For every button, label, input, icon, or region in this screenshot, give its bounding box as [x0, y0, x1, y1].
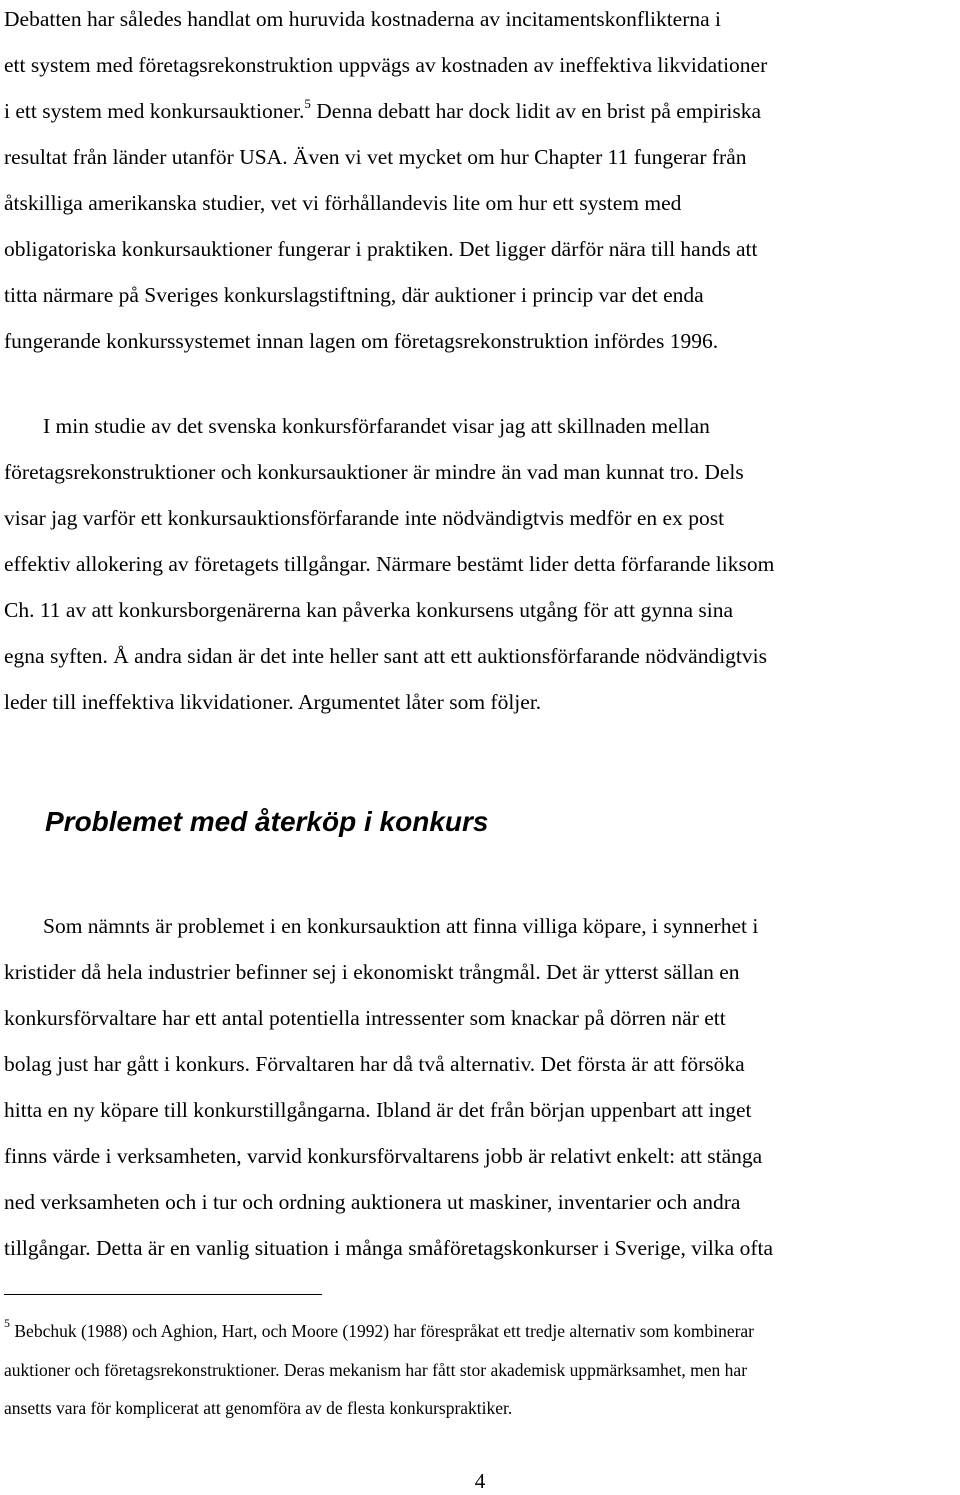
text-line: leder till ineffektiva likvidationer. Argumentet låter som följer.	[4, 690, 542, 714]
text-line: åtskilliga amerikanska studier, vet vi förhållandevis lite om hur ett system med	[4, 191, 682, 215]
text-line: tillgångar. Detta är en vanlig situation i många småföretagskonkurser i Sverige, vilka ofta	[4, 1236, 774, 1260]
paragraph-study	[4, 403, 960, 725]
text-line: kristider då hela industrier befinner sej i ekonomiskt trångmål. Det är ytterst sällan en	[4, 960, 740, 984]
footnote-separator	[4, 1294, 322, 1295]
text-line: hitta en ny köpare till konkurstillgångarna. Ibland är det från början uppenbart att inget	[4, 1098, 752, 1122]
section-heading: Problemet med återköp i konkurs	[45, 806, 489, 837]
text-line: finns värde i verksamheten, varvid konkursförvaltarens jobb är relativt enkelt: att stänga	[4, 1144, 763, 1168]
text-line: titta närmare på Sveriges konkurslagstiftning, där auktioner i princip var det enda	[4, 283, 704, 307]
text-line: Ch. 11 av att konkursborgenärerna kan påverka konkursens utgång för att gynna sina	[4, 598, 734, 622]
text-line: fungerande konkurssystemet innan lagen om företagsrekonstruktion infördes 1996.	[4, 329, 719, 353]
paragraph-debate	[4, 0, 960, 364]
footnote-reference: 5	[304, 95, 311, 111]
text-line: resultat från länder utanför USA. Även vi vet mycket om hur Chapter 11 fungerar från	[4, 145, 747, 169]
text-line: Som nämnts är problemet i en konkursauktion att finna villiga köpare, i synnerhet i	[43, 914, 759, 938]
text-line: Debatten har således handlat om huruvida kostnaderna av incitamentskonflikterna i	[4, 7, 722, 31]
text-line: obligatoriska konkursauktioner fungerar i praktiken. Det ligger därför nära till hands att	[4, 237, 758, 261]
text-line	[4, 88, 960, 134]
footnote-marker: 5	[4, 1316, 10, 1331]
text-segment: i ett system med konkursauktioner.	[4, 99, 305, 123]
text-line: företagsrekonstruktioner och konkursauktioner är mindre än vad man kunnat tro. Dels	[4, 460, 744, 484]
text-line: ned verksamheten och i tur och ordning auktionera ut maskiner, inventarier och andra	[4, 1190, 741, 1214]
text-segment: Denna debatt har dock lidit av en brist på empiriska	[310, 99, 762, 123]
footnote-line: auktioner och företagsrekonstruktioner. Deras mekanism har fått stor akademisk uppmärksamhet, men har	[4, 1359, 748, 1380]
text-line: I min studie av det svenska konkursförfarandet visar jag att skillnaden mellan	[43, 414, 710, 438]
paragraph-problem	[4, 903, 960, 1271]
text-line: bolag just har gått i konkurs. Förvaltaren har då två alternativ. Det första är att försöka	[4, 1052, 745, 1076]
footnote-line: ansetts vara för komplicerat att genomföra av de flesta konkurspraktiker.	[4, 1398, 513, 1418]
footnote-line	[4, 1312, 960, 1351]
text-line: effektiv allokering av företagets tillgångar. Närmare bestämt lider detta förfarande liksom	[4, 552, 775, 576]
text-line: konkursförvaltare har ett antal potentiella intressenter som knackar på dörren när ett	[4, 1006, 726, 1030]
footnote-text: Bebchuk (1988) och Aghion, Hart, och Moore (1992) har förespråkat ett tredje alternativ som kombinerar	[10, 1321, 755, 1341]
page-number: 4	[474, 1469, 486, 1493]
text-line: visar jag varför ett konkursauktionsförfarande inte nödvändigtvis medför en ex post	[4, 506, 725, 530]
footnote	[4, 1312, 960, 1428]
text-line: ett system med företagsrekonstruktion uppvägs av kostnaden av ineffektiva likvidationer	[4, 53, 768, 77]
text-line: egna syften. Å andra sidan är det inte heller sant att ett auktionsförfarande nödvändigtvis	[4, 644, 767, 668]
